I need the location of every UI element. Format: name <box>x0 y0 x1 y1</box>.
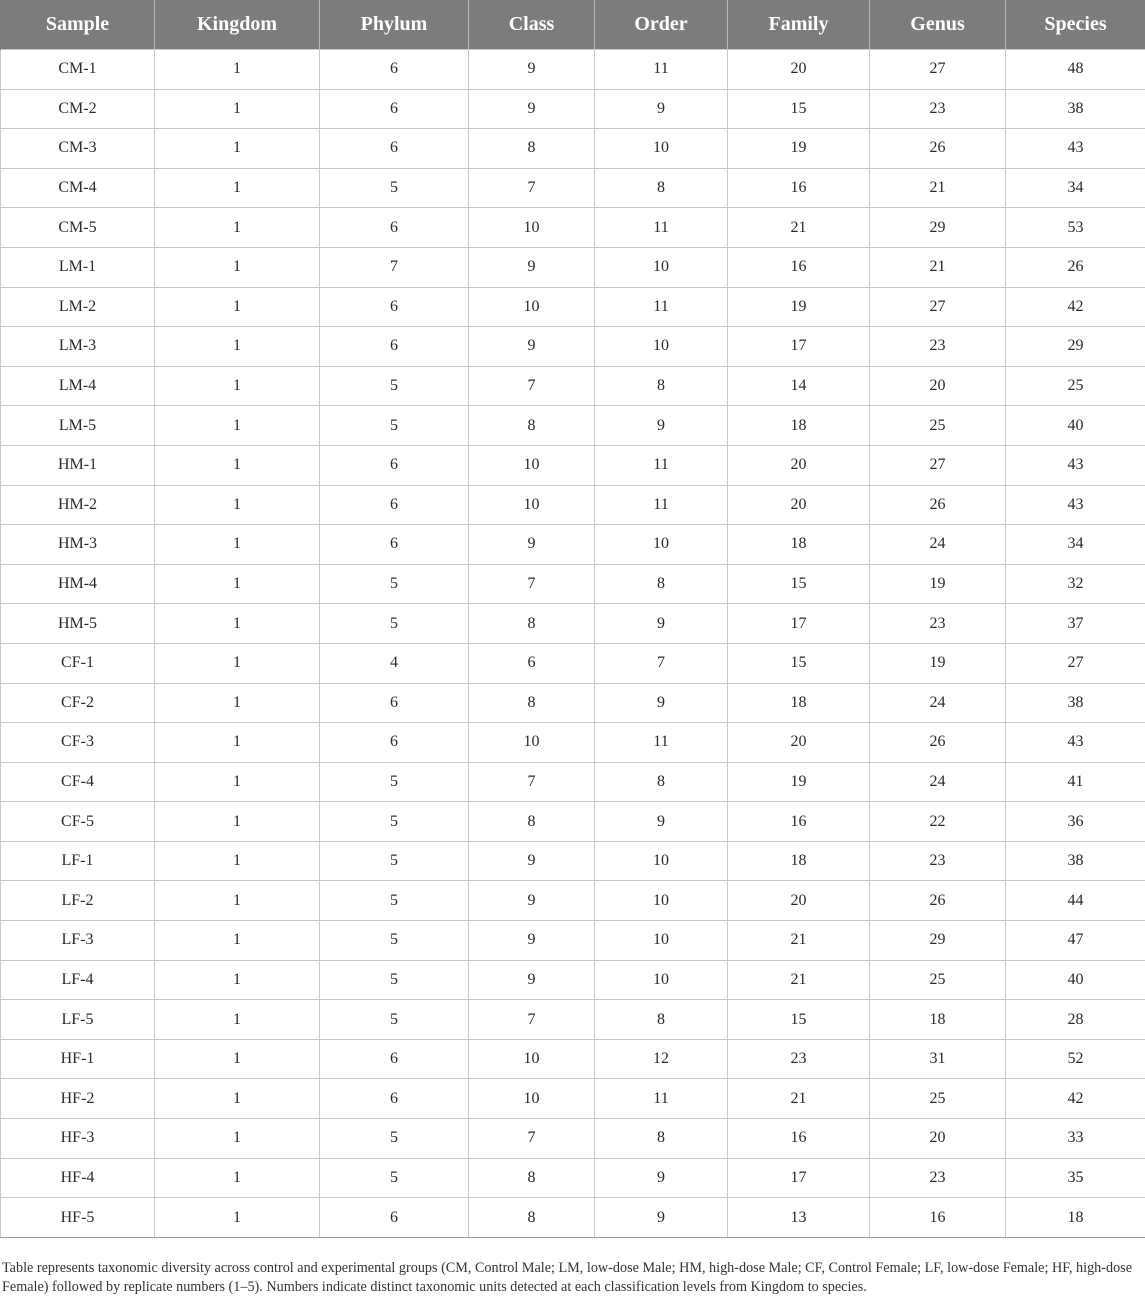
cell-class: 8 <box>469 129 595 169</box>
cell-order: 9 <box>595 1198 728 1238</box>
cell-class: 10 <box>469 287 595 327</box>
cell-genus: 25 <box>870 960 1006 1000</box>
cell-class: 10 <box>469 1039 595 1079</box>
cell-order: 11 <box>595 445 728 485</box>
cell-kingdom: 1 <box>155 564 320 604</box>
cell-class: 10 <box>469 485 595 525</box>
table-footnote: Table represents taxonomic diversity across control and experimental groups (CM, Control Male; LM, low-dose Male; HM, high-dose Male; CF, Control Female; LF, low-dose Female; HF, high-dose Female) followed by replicate numbers (1–5). Numbers indicate distinct taxonomic units detected at each classification levels from Kingdom to species. <box>2 1259 1140 1297</box>
cell-family: 17 <box>728 604 870 644</box>
cell-species: 35 <box>1006 1158 1145 1198</box>
cell-class: 9 <box>469 960 595 1000</box>
cell-family: 19 <box>728 762 870 802</box>
cell-class: 9 <box>469 50 595 90</box>
cell-class: 7 <box>469 762 595 802</box>
cell-order: 10 <box>595 960 728 1000</box>
cell-genus: 26 <box>870 723 1006 763</box>
cell-genus: 27 <box>870 287 1006 327</box>
table-row <box>1 1039 1145 1079</box>
cell-order: 10 <box>595 921 728 961</box>
cell-phylum: 5 <box>320 564 469 604</box>
cell-order: 10 <box>595 247 728 287</box>
table-header <box>1 0 1145 50</box>
cell-species: 42 <box>1006 1079 1145 1119</box>
cell-kingdom: 1 <box>155 960 320 1000</box>
cell-kingdom: 1 <box>155 129 320 169</box>
cell-sample: LM-4 <box>1 366 155 406</box>
cell-order: 11 <box>595 50 728 90</box>
cell-genus: 24 <box>870 762 1006 802</box>
header-order: Order <box>595 0 728 50</box>
cell-order: 11 <box>595 723 728 763</box>
cell-order: 11 <box>595 1079 728 1119</box>
cell-family: 17 <box>728 327 870 367</box>
header-row <box>1 0 1145 50</box>
cell-class: 9 <box>469 881 595 921</box>
cell-genus: 22 <box>870 802 1006 842</box>
cell-order: 9 <box>595 802 728 842</box>
cell-kingdom: 1 <box>155 802 320 842</box>
cell-genus: 16 <box>870 1198 1006 1238</box>
table-row <box>1 1158 1145 1198</box>
cell-order: 10 <box>595 841 728 881</box>
cell-family: 21 <box>728 208 870 248</box>
cell-family: 13 <box>728 1198 870 1238</box>
cell-phylum: 6 <box>320 1039 469 1079</box>
cell-family: 21 <box>728 1079 870 1119</box>
cell-sample: CM-3 <box>1 129 155 169</box>
cell-family: 20 <box>728 485 870 525</box>
cell-sample: CM-4 <box>1 168 155 208</box>
cell-family: 16 <box>728 168 870 208</box>
cell-order: 9 <box>595 89 728 129</box>
cell-family: 21 <box>728 960 870 1000</box>
cell-species: 42 <box>1006 287 1145 327</box>
cell-class: 9 <box>469 89 595 129</box>
cell-family: 15 <box>728 89 870 129</box>
cell-order: 8 <box>595 762 728 802</box>
cell-class: 8 <box>469 1158 595 1198</box>
cell-kingdom: 1 <box>155 1079 320 1119</box>
cell-species: 33 <box>1006 1119 1145 1159</box>
cell-family: 15 <box>728 643 870 683</box>
header-species: Species <box>1006 0 1145 50</box>
cell-family: 15 <box>728 1000 870 1040</box>
cell-class: 10 <box>469 1079 595 1119</box>
cell-kingdom: 1 <box>155 1198 320 1238</box>
cell-kingdom: 1 <box>155 1119 320 1159</box>
table-row <box>1 643 1145 683</box>
cell-kingdom: 1 <box>155 327 320 367</box>
cell-sample: CM-2 <box>1 89 155 129</box>
cell-family: 18 <box>728 525 870 565</box>
cell-genus: 27 <box>870 445 1006 485</box>
cell-species: 43 <box>1006 445 1145 485</box>
cell-phylum: 5 <box>320 802 469 842</box>
cell-sample: LM-1 <box>1 247 155 287</box>
cell-phylum: 5 <box>320 366 469 406</box>
cell-sample: HM-5 <box>1 604 155 644</box>
cell-family: 16 <box>728 247 870 287</box>
cell-order: 10 <box>595 129 728 169</box>
table-row <box>1 564 1145 604</box>
cell-genus: 23 <box>870 1158 1006 1198</box>
cell-phylum: 6 <box>320 327 469 367</box>
cell-genus: 23 <box>870 841 1006 881</box>
cell-kingdom: 1 <box>155 50 320 90</box>
table-row <box>1 89 1145 129</box>
cell-phylum: 5 <box>320 841 469 881</box>
cell-genus: 26 <box>870 881 1006 921</box>
cell-sample: LF-3 <box>1 921 155 961</box>
cell-class: 6 <box>469 643 595 683</box>
table-row <box>1 921 1145 961</box>
cell-phylum: 6 <box>320 525 469 565</box>
header-phylum: Phylum <box>320 0 469 50</box>
cell-phylum: 6 <box>320 287 469 327</box>
cell-sample: CF-3 <box>1 723 155 763</box>
cell-species: 36 <box>1006 802 1145 842</box>
cell-species: 40 <box>1006 406 1145 446</box>
cell-genus: 29 <box>870 208 1006 248</box>
cell-species: 40 <box>1006 960 1145 1000</box>
cell-kingdom: 1 <box>155 485 320 525</box>
cell-class: 10 <box>469 445 595 485</box>
cell-sample: HF-1 <box>1 1039 155 1079</box>
table-row <box>1 525 1145 565</box>
cell-family: 17 <box>728 1158 870 1198</box>
cell-family: 19 <box>728 287 870 327</box>
cell-species: 38 <box>1006 841 1145 881</box>
cell-phylum: 6 <box>320 485 469 525</box>
cell-genus: 26 <box>870 129 1006 169</box>
cell-family: 20 <box>728 723 870 763</box>
cell-genus: 20 <box>870 1119 1006 1159</box>
cell-class: 8 <box>469 604 595 644</box>
cell-class: 7 <box>469 366 595 406</box>
cell-species: 26 <box>1006 247 1145 287</box>
cell-class: 9 <box>469 841 595 881</box>
cell-genus: 19 <box>870 643 1006 683</box>
cell-genus: 27 <box>870 50 1006 90</box>
cell-kingdom: 1 <box>155 525 320 565</box>
cell-kingdom: 1 <box>155 406 320 446</box>
cell-class: 9 <box>469 247 595 287</box>
cell-order: 11 <box>595 485 728 525</box>
cell-sample: HM-1 <box>1 445 155 485</box>
cell-kingdom: 1 <box>155 366 320 406</box>
cell-phylum: 5 <box>320 1000 469 1040</box>
cell-genus: 23 <box>870 604 1006 644</box>
cell-kingdom: 1 <box>155 1158 320 1198</box>
cell-kingdom: 1 <box>155 683 320 723</box>
cell-order: 11 <box>595 287 728 327</box>
cell-class: 8 <box>469 802 595 842</box>
cell-kingdom: 1 <box>155 1000 320 1040</box>
cell-phylum: 5 <box>320 1158 469 1198</box>
cell-species: 43 <box>1006 485 1145 525</box>
cell-family: 16 <box>728 1119 870 1159</box>
cell-sample: CF-5 <box>1 802 155 842</box>
cell-order: 8 <box>595 1000 728 1040</box>
header-class: Class <box>469 0 595 50</box>
cell-order: 8 <box>595 564 728 604</box>
cell-order: 8 <box>595 366 728 406</box>
cell-order: 7 <box>595 643 728 683</box>
cell-order: 9 <box>595 683 728 723</box>
cell-kingdom: 1 <box>155 1039 320 1079</box>
cell-sample: LF-2 <box>1 881 155 921</box>
cell-class: 9 <box>469 525 595 565</box>
cell-phylum: 6 <box>320 1198 469 1238</box>
cell-class: 9 <box>469 327 595 367</box>
cell-species: 34 <box>1006 525 1145 565</box>
cell-sample: LF-5 <box>1 1000 155 1040</box>
cell-genus: 20 <box>870 366 1006 406</box>
cell-family: 16 <box>728 802 870 842</box>
cell-order: 10 <box>595 525 728 565</box>
header-family: Family <box>728 0 870 50</box>
cell-sample: LF-1 <box>1 841 155 881</box>
cell-phylum: 5 <box>320 406 469 446</box>
cell-phylum: 6 <box>320 89 469 129</box>
cell-species: 18 <box>1006 1198 1145 1238</box>
cell-sample: LF-4 <box>1 960 155 1000</box>
table-row <box>1 287 1145 327</box>
cell-family: 23 <box>728 1039 870 1079</box>
cell-kingdom: 1 <box>155 208 320 248</box>
table-row <box>1 50 1145 90</box>
cell-species: 52 <box>1006 1039 1145 1079</box>
cell-order: 10 <box>595 327 728 367</box>
cell-genus: 29 <box>870 921 1006 961</box>
cell-genus: 19 <box>870 564 1006 604</box>
cell-sample: HF-3 <box>1 1119 155 1159</box>
cell-sample: HF-4 <box>1 1158 155 1198</box>
cell-species: 28 <box>1006 1000 1145 1040</box>
cell-genus: 25 <box>870 1079 1006 1119</box>
cell-species: 25 <box>1006 366 1145 406</box>
cell-kingdom: 1 <box>155 89 320 129</box>
cell-kingdom: 1 <box>155 287 320 327</box>
cell-kingdom: 1 <box>155 921 320 961</box>
header-sample: Sample <box>1 0 155 50</box>
cell-order: 9 <box>595 406 728 446</box>
table-row <box>1 366 1145 406</box>
cell-species: 43 <box>1006 723 1145 763</box>
cell-sample: HM-4 <box>1 564 155 604</box>
cell-phylum: 6 <box>320 1079 469 1119</box>
table-row <box>1 1119 1145 1159</box>
cell-order: 12 <box>595 1039 728 1079</box>
cell-kingdom: 1 <box>155 762 320 802</box>
cell-species: 38 <box>1006 89 1145 129</box>
cell-class: 9 <box>469 921 595 961</box>
cell-phylum: 6 <box>320 723 469 763</box>
cell-kingdom: 1 <box>155 168 320 208</box>
cell-phylum: 5 <box>320 762 469 802</box>
cell-family: 21 <box>728 921 870 961</box>
header-genus: Genus <box>870 0 1006 50</box>
cell-order: 8 <box>595 168 728 208</box>
table-row <box>1 445 1145 485</box>
table-row <box>1 1079 1145 1119</box>
cell-kingdom: 1 <box>155 604 320 644</box>
cell-class: 8 <box>469 683 595 723</box>
cell-phylum: 5 <box>320 960 469 1000</box>
cell-family: 20 <box>728 445 870 485</box>
cell-order: 11 <box>595 208 728 248</box>
table-row <box>1 247 1145 287</box>
cell-phylum: 6 <box>320 208 469 248</box>
cell-phylum: 5 <box>320 1119 469 1159</box>
table-row <box>1 802 1145 842</box>
cell-class: 8 <box>469 406 595 446</box>
cell-order: 10 <box>595 881 728 921</box>
cell-genus: 18 <box>870 1000 1006 1040</box>
cell-genus: 25 <box>870 406 1006 446</box>
cell-kingdom: 1 <box>155 723 320 763</box>
table-row <box>1 881 1145 921</box>
cell-species: 32 <box>1006 564 1145 604</box>
cell-kingdom: 1 <box>155 841 320 881</box>
cell-phylum: 7 <box>320 247 469 287</box>
cell-kingdom: 1 <box>155 643 320 683</box>
table-row <box>1 485 1145 525</box>
cell-family: 15 <box>728 564 870 604</box>
cell-genus: 21 <box>870 168 1006 208</box>
table-row <box>1 604 1145 644</box>
cell-family: 14 <box>728 366 870 406</box>
cell-genus: 24 <box>870 683 1006 723</box>
cell-genus: 24 <box>870 525 1006 565</box>
table-row <box>1 327 1145 367</box>
cell-sample: CM-5 <box>1 208 155 248</box>
cell-genus: 26 <box>870 485 1006 525</box>
cell-class: 10 <box>469 723 595 763</box>
cell-class: 7 <box>469 564 595 604</box>
cell-kingdom: 1 <box>155 247 320 287</box>
table-row <box>1 683 1145 723</box>
cell-phylum: 6 <box>320 683 469 723</box>
cell-phylum: 6 <box>320 50 469 90</box>
table-row <box>1 841 1145 881</box>
cell-family: 20 <box>728 50 870 90</box>
cell-phylum: 6 <box>320 129 469 169</box>
cell-sample: CF-1 <box>1 643 155 683</box>
cell-class: 7 <box>469 168 595 208</box>
cell-class: 7 <box>469 1119 595 1159</box>
cell-sample: CF-4 <box>1 762 155 802</box>
cell-sample: HM-3 <box>1 525 155 565</box>
cell-kingdom: 1 <box>155 881 320 921</box>
cell-kingdom: 1 <box>155 445 320 485</box>
cell-sample: LM-3 <box>1 327 155 367</box>
cell-genus: 21 <box>870 247 1006 287</box>
cell-sample: HF-2 <box>1 1079 155 1119</box>
table-row <box>1 1198 1145 1238</box>
cell-species: 34 <box>1006 168 1145 208</box>
cell-phylum: 5 <box>320 921 469 961</box>
table-row <box>1 168 1145 208</box>
cell-order: 9 <box>595 1158 728 1198</box>
cell-family: 18 <box>728 841 870 881</box>
table-row <box>1 129 1145 169</box>
cell-genus: 23 <box>870 89 1006 129</box>
cell-class: 7 <box>469 1000 595 1040</box>
cell-phylum: 5 <box>320 168 469 208</box>
cell-family: 20 <box>728 881 870 921</box>
cell-species: 43 <box>1006 129 1145 169</box>
cell-phylum: 4 <box>320 643 469 683</box>
cell-sample: HM-2 <box>1 485 155 525</box>
table-body <box>1 50 1145 1238</box>
cell-family: 19 <box>728 129 870 169</box>
table-row <box>1 1000 1145 1040</box>
cell-order: 9 <box>595 604 728 644</box>
cell-family: 18 <box>728 683 870 723</box>
cell-sample: CF-2 <box>1 683 155 723</box>
cell-species: 53 <box>1006 208 1145 248</box>
cell-species: 38 <box>1006 683 1145 723</box>
table-row <box>1 406 1145 446</box>
cell-sample: LM-5 <box>1 406 155 446</box>
cell-sample: LM-2 <box>1 287 155 327</box>
table-row <box>1 762 1145 802</box>
cell-genus: 23 <box>870 327 1006 367</box>
cell-phylum: 5 <box>320 881 469 921</box>
cell-sample: CM-1 <box>1 50 155 90</box>
cell-species: 47 <box>1006 921 1145 961</box>
table-row <box>1 208 1145 248</box>
header-kingdom: Kingdom <box>155 0 320 50</box>
cell-phylum: 6 <box>320 445 469 485</box>
cell-genus: 31 <box>870 1039 1006 1079</box>
cell-species: 41 <box>1006 762 1145 802</box>
cell-family: 18 <box>728 406 870 446</box>
cell-species: 37 <box>1006 604 1145 644</box>
cell-class: 10 <box>469 208 595 248</box>
cell-order: 8 <box>595 1119 728 1159</box>
cell-species: 48 <box>1006 50 1145 90</box>
cell-species: 27 <box>1006 643 1145 683</box>
cell-species: 29 <box>1006 327 1145 367</box>
cell-sample: HF-5 <box>1 1198 155 1238</box>
cell-class: 8 <box>469 1198 595 1238</box>
table-row <box>1 723 1145 763</box>
cell-species: 44 <box>1006 881 1145 921</box>
cell-phylum: 5 <box>320 604 469 644</box>
table-row <box>1 960 1145 1000</box>
